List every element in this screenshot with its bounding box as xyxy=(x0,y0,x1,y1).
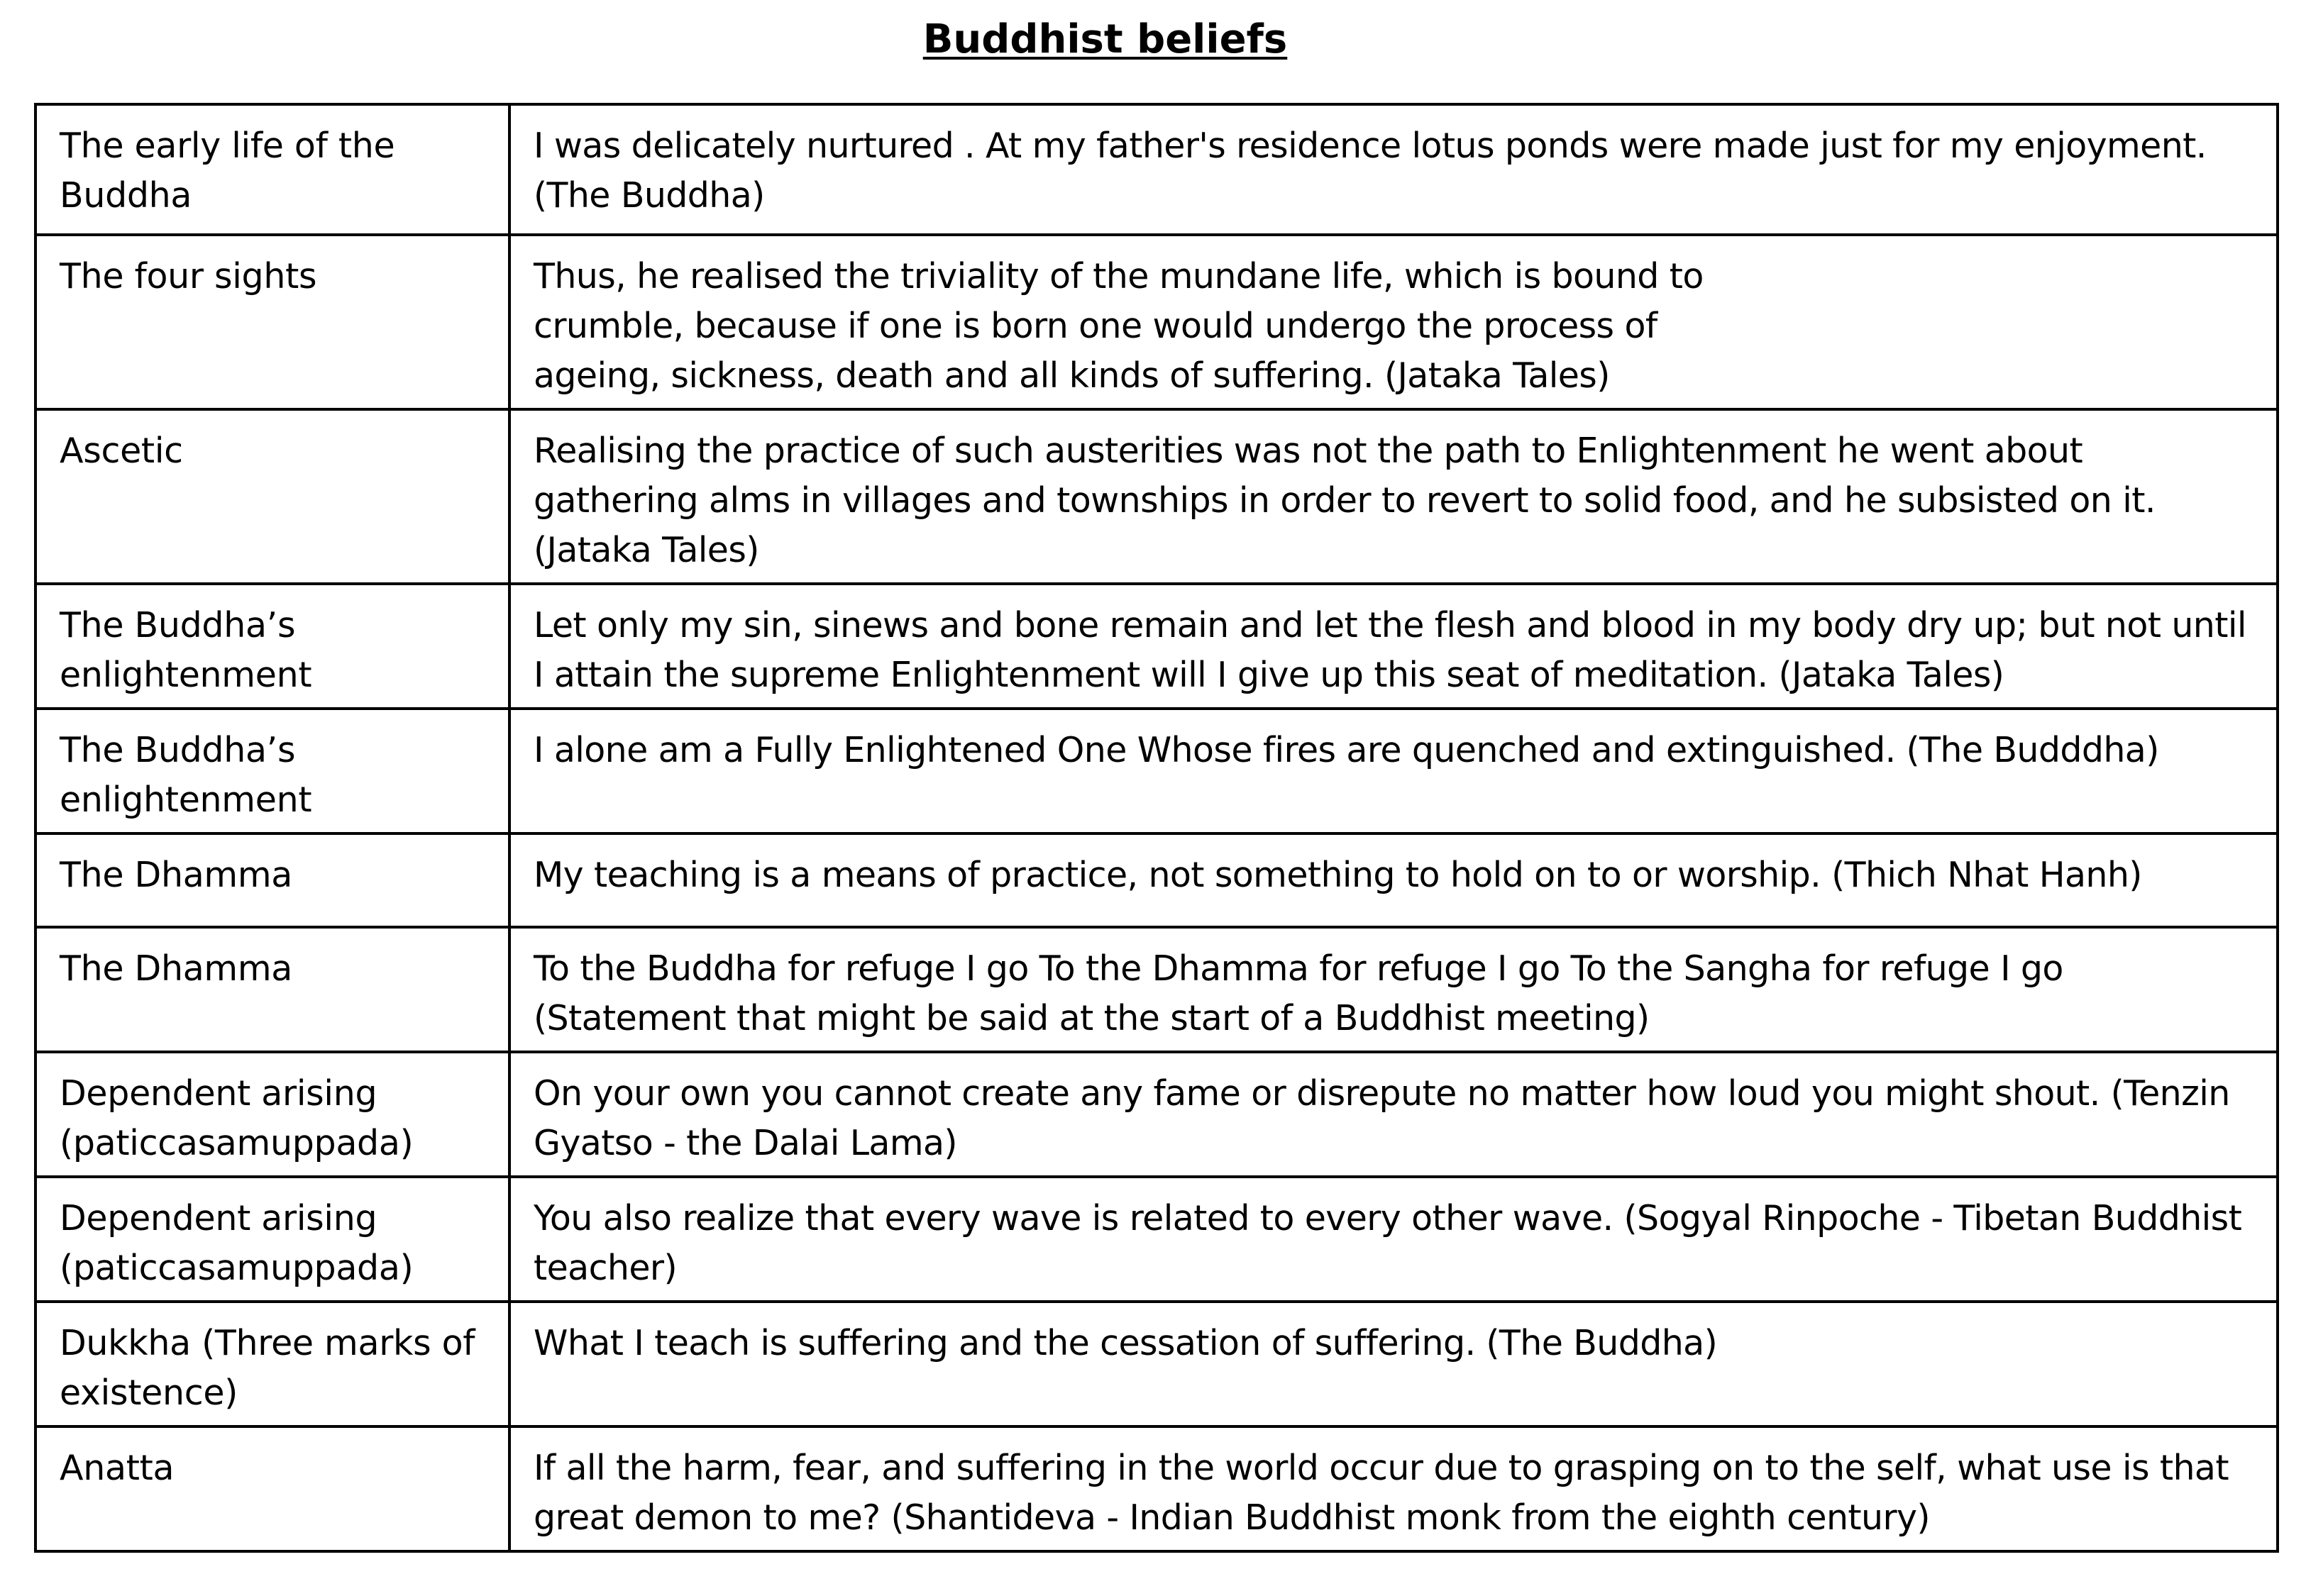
quote-cell: I alone am a Fully Enlightened One Whose fires are quenched and extinguished. (The Budddha) xyxy=(509,709,2278,833)
page-title: Buddhist beliefs xyxy=(922,16,1288,62)
topic-cell: Anatta xyxy=(35,1426,509,1551)
topic-cell: The Buddha’s enlightenment xyxy=(35,709,509,833)
table-row xyxy=(35,235,2278,409)
quote-cell: Thus, he realised the triviality of the mundane life, which is bound to crumble, because if one is born one would undergo the process of ageing, sickness, death and all kinds of suffering. (Jataka Tales) xyxy=(509,235,2278,409)
quote-cell: On your own you cannot create any fame or disrepute no matter how loud you might shout. (Tenzin Gyatso - the Dalai Lama) xyxy=(509,1052,2278,1177)
topic-cell: The Buddha’s enlightenment xyxy=(35,584,509,709)
table-row xyxy=(35,584,2278,709)
table-row xyxy=(35,104,2278,235)
topic-cell: Dukkha (Three marks of existence) xyxy=(35,1302,509,1426)
table-row xyxy=(35,1177,2278,1302)
topic-cell: The early life of the Buddha xyxy=(35,104,509,235)
topic-cell: Dependent arising (paticcasamuppada) xyxy=(35,1177,509,1302)
table-row xyxy=(35,927,2278,1052)
topic-cell: Ascetic xyxy=(35,409,509,584)
topic-cell: The Dhamma xyxy=(35,833,509,927)
table-row xyxy=(35,1426,2278,1551)
table-row xyxy=(35,409,2278,584)
quote-cell: Realising the practice of such austerities was not the path to Enlightenment he went about gathering alms in villages and townships in order to revert to solid food, and he subsisted on it. (Jataka Tales) xyxy=(509,409,2278,584)
quote-cell: If all the harm, fear, and suffering in the world occur due to grasping on to the self, what use is that great demon to me? (Shantideva - Indian Buddhist monk from the eighth century) xyxy=(509,1426,2278,1551)
table-row xyxy=(35,833,2278,927)
topic-cell: Dependent arising (paticcasamuppada) xyxy=(35,1052,509,1177)
quote-cell: What I teach is suffering and the cessation of suffering. (The Buddha) xyxy=(509,1302,2278,1426)
quote-cell: I was delicately nurtured . At my father's residence lotus ponds were made just for my enjoyment. (The Buddha) xyxy=(509,104,2278,235)
table-row xyxy=(35,709,2278,833)
topic-cell: The four sights xyxy=(35,235,509,409)
beliefs-table xyxy=(34,103,2279,1553)
topic-cell: The Dhamma xyxy=(35,927,509,1052)
quote-cell: To the Buddha for refuge I go To the Dhamma for refuge I go To the Sangha for refuge I go (Statement that might be said at the start of a Buddhist meeting) xyxy=(509,927,2278,1052)
quote-cell: You also realize that every wave is related to every other wave. (Sogyal Rinpoche - Tibetan Buddhist teacher) xyxy=(509,1177,2278,1302)
quote-cell: Let only my sin, sinews and bone remain and let the flesh and blood in my body dry up; but not until I attain the supreme Enlightenment will I give up this seat of meditation. (Jataka Tales) xyxy=(509,584,2278,709)
quote-cell: My teaching is a means of practice, not something to hold on to or worship. (Thich Nhat Hanh) xyxy=(509,833,2278,927)
table-row xyxy=(35,1052,2278,1177)
table-row xyxy=(35,1302,2278,1426)
